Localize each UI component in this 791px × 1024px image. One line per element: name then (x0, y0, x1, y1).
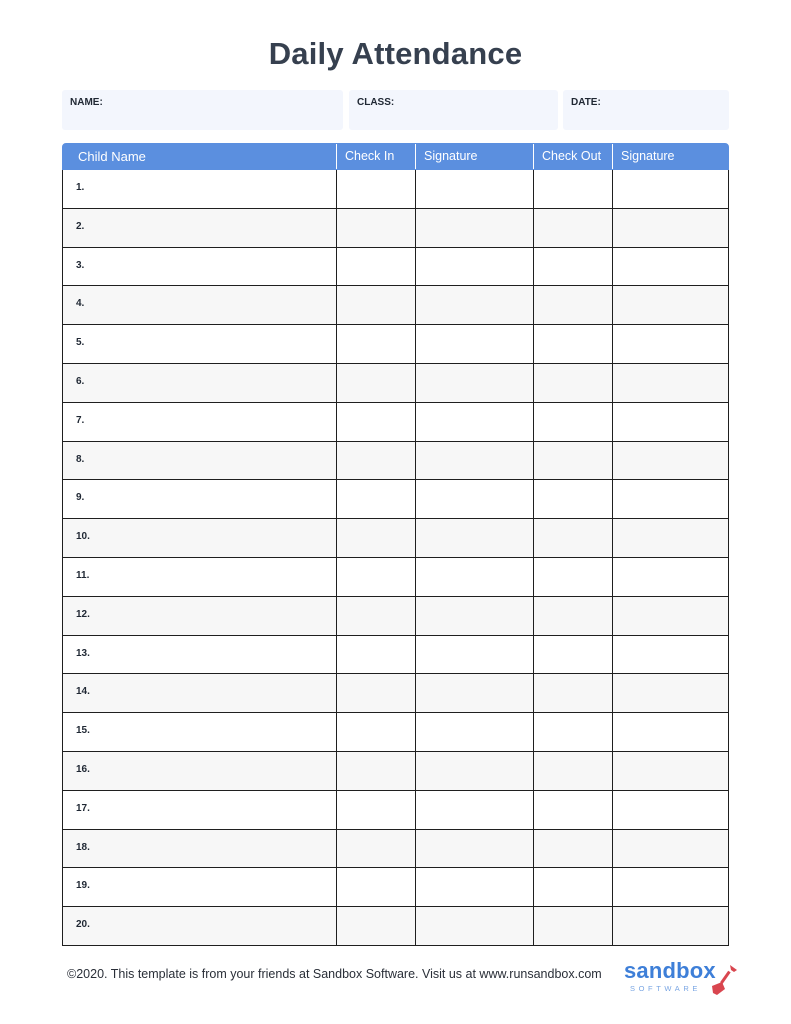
check-in-cell[interactable] (337, 868, 416, 906)
signature-out-cell[interactable] (613, 442, 728, 480)
signature-out-cell[interactable] (613, 636, 728, 674)
check-out-cell[interactable] (534, 791, 613, 829)
signature-in-cell[interactable] (416, 597, 534, 635)
signature-in-cell[interactable] (416, 713, 534, 751)
check-in-cell[interactable] (337, 209, 416, 247)
page-title: Daily Attendance (268, 36, 523, 71)
child-name-cell[interactable]: 15. (63, 713, 337, 751)
header-child-name: Child Name (63, 144, 337, 169)
check-out-cell[interactable] (534, 636, 613, 674)
check-out-cell[interactable] (534, 248, 613, 286)
signature-in-cell[interactable] (416, 442, 534, 480)
table-row (63, 209, 728, 248)
signature-out-cell[interactable] (613, 170, 728, 208)
table-row (63, 597, 728, 636)
signature-out-cell[interactable] (613, 868, 728, 906)
signature-in-cell[interactable] (416, 558, 534, 596)
check-in-cell[interactable] (337, 674, 416, 712)
signature-in-cell[interactable] (416, 752, 534, 790)
footer-text: ©2020. This template is from your friends at Sandbox Software. Visit us at www.runsandbox.com (67, 967, 602, 981)
check-out-cell[interactable] (534, 286, 613, 324)
signature-out-cell[interactable] (613, 752, 728, 790)
signature-in-cell[interactable] (416, 403, 534, 441)
check-in-cell[interactable] (337, 830, 416, 868)
check-in-cell[interactable] (337, 325, 416, 363)
check-out-cell[interactable] (534, 519, 613, 557)
table-row (63, 286, 728, 325)
check-out-cell[interactable] (534, 325, 613, 363)
child-name-cell[interactable]: 16. (63, 752, 337, 790)
child-name-cell[interactable]: 4. (63, 286, 337, 324)
signature-out-cell[interactable] (613, 325, 728, 363)
header-check-in: Check In (337, 144, 416, 169)
table-row (63, 868, 728, 907)
check-out-cell[interactable] (534, 170, 613, 208)
signature-out-cell[interactable] (613, 519, 728, 557)
child-name-cell[interactable]: 19. (63, 868, 337, 906)
child-name-cell[interactable]: 10. (63, 519, 337, 557)
signature-in-cell[interactable] (416, 868, 534, 906)
signature-in-cell[interactable] (416, 248, 534, 286)
check-out-cell[interactable] (534, 752, 613, 790)
signature-in-cell[interactable] (416, 209, 534, 247)
check-out-cell[interactable] (534, 558, 613, 596)
child-name-cell[interactable]: 20. (63, 907, 337, 945)
signature-in-cell[interactable] (416, 636, 534, 674)
table-row (63, 480, 728, 519)
check-in-cell[interactable] (337, 713, 416, 751)
signature-out-cell[interactable] (613, 209, 728, 247)
name-field[interactable] (62, 90, 343, 130)
child-name-cell[interactable]: 18. (63, 830, 337, 868)
signature-in-cell[interactable] (416, 519, 534, 557)
child-name-cell[interactable]: 13. (63, 636, 337, 674)
header-signature-out: Signature (621, 149, 675, 163)
signature-in-cell[interactable] (416, 325, 534, 363)
check-in-cell[interactable] (337, 286, 416, 324)
check-out-cell[interactable] (534, 713, 613, 751)
table-row (63, 519, 728, 558)
date-label: DATE: (571, 97, 601, 108)
sandbox-logo (624, 960, 744, 996)
check-out-cell[interactable] (534, 209, 613, 247)
child-name-cell[interactable]: 3. (63, 248, 337, 286)
signature-out-cell[interactable] (613, 403, 728, 441)
signature-in-cell[interactable] (416, 170, 534, 208)
check-out-cell[interactable] (534, 442, 613, 480)
signature-out-cell[interactable] (613, 907, 728, 945)
check-in-cell[interactable] (337, 248, 416, 286)
child-name-cell[interactable]: 2. (63, 209, 337, 247)
signature-in-cell[interactable] (416, 286, 534, 324)
check-out-cell[interactable] (534, 480, 613, 518)
check-out-cell[interactable] (534, 403, 613, 441)
check-in-cell[interactable] (337, 791, 416, 829)
child-name-cell[interactable]: 8. (63, 442, 337, 480)
check-in-cell[interactable] (337, 480, 416, 518)
logo-sub: SOFTWARE (630, 984, 702, 993)
table-header (62, 143, 729, 170)
signature-in-cell[interactable] (416, 480, 534, 518)
child-name-cell[interactable]: 7. (63, 403, 337, 441)
table-row (63, 248, 728, 287)
child-name-cell[interactable]: 6. (63, 364, 337, 402)
check-in-cell[interactable] (337, 364, 416, 402)
class-field[interactable] (349, 90, 558, 130)
check-out-cell[interactable] (534, 364, 613, 402)
date-field[interactable] (563, 90, 729, 130)
child-name-cell[interactable]: 11. (63, 558, 337, 596)
check-out-cell[interactable] (534, 830, 613, 868)
signature-in-cell[interactable] (416, 907, 534, 945)
attendance-table (62, 143, 729, 946)
table-row (63, 791, 728, 830)
table-row (63, 325, 728, 364)
table-row (63, 907, 728, 946)
signature-out-cell[interactable] (613, 713, 728, 751)
header-check-out: Check Out (534, 144, 613, 169)
signature-in-cell[interactable] (416, 674, 534, 712)
table-row (63, 674, 728, 713)
signature-out-cell[interactable] (613, 791, 728, 829)
signature-out-cell[interactable] (613, 674, 728, 712)
check-in-cell[interactable] (337, 907, 416, 945)
logo-word: sandbox (624, 958, 716, 983)
table-row (63, 830, 728, 869)
signature-in-cell[interactable] (416, 830, 534, 868)
header-signature-in: Signature (416, 144, 534, 169)
table-row (63, 403, 728, 442)
check-in-cell[interactable] (337, 597, 416, 635)
check-in-cell[interactable] (337, 752, 416, 790)
signature-in-cell[interactable] (416, 364, 534, 402)
check-in-cell[interactable] (337, 170, 416, 208)
signature-out-cell[interactable] (613, 597, 728, 635)
table-body (62, 170, 729, 946)
child-name-cell[interactable]: 14. (63, 674, 337, 712)
table-row (63, 442, 728, 481)
check-in-cell[interactable] (337, 442, 416, 480)
check-in-cell[interactable] (337, 519, 416, 557)
class-label: CLASS: (357, 97, 395, 108)
table-row (63, 170, 728, 209)
shovel-icon (710, 962, 740, 996)
name-label: NAME: (70, 97, 103, 108)
check-out-cell[interactable] (534, 597, 613, 635)
table-row (63, 636, 728, 675)
check-out-cell[interactable] (534, 868, 613, 906)
check-in-cell[interactable] (337, 558, 416, 596)
check-in-cell[interactable] (337, 636, 416, 674)
signature-in-cell[interactable] (416, 791, 534, 829)
check-out-cell[interactable] (534, 674, 613, 712)
signature-out-cell[interactable] (613, 830, 728, 868)
child-name-cell[interactable]: 17. (63, 791, 337, 829)
check-out-cell[interactable] (534, 907, 613, 945)
child-name-cell[interactable]: 5. (63, 325, 337, 363)
table-row (63, 558, 728, 597)
table-row (63, 713, 728, 752)
signature-out-cell[interactable] (613, 286, 728, 324)
child-name-cell[interactable]: 12. (63, 597, 337, 635)
signature-out-cell[interactable] (613, 480, 728, 518)
table-row (63, 752, 728, 791)
check-in-cell[interactable] (337, 403, 416, 441)
signature-out-cell[interactable] (613, 364, 728, 402)
child-name-cell[interactable]: 1. (63, 170, 337, 208)
signature-out-cell[interactable] (613, 248, 728, 286)
signature-out-cell[interactable] (613, 558, 728, 596)
child-name-cell[interactable]: 9. (63, 480, 337, 518)
table-row (63, 364, 728, 403)
